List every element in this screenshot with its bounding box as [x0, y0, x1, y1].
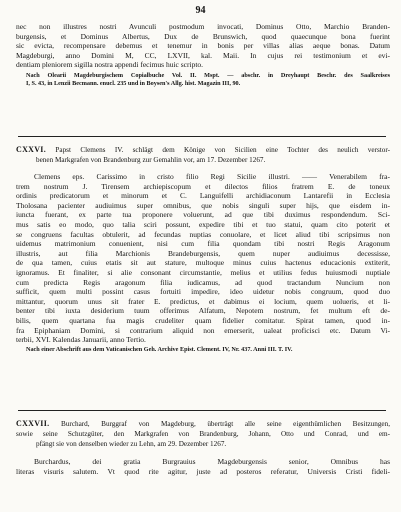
text-line: uidemus matrimonium conuenient, nisi cum filia quondam tibi nostri Regis Aragonum: [16, 239, 390, 249]
source-note-line: Nach Olearii Magdeburgischem Copialbuche Vol. II. Mspt. — abschr. in Dreyhaupt Beschr. des Saalkreises: [26, 71, 390, 79]
source-note: [16, 72, 390, 89]
text-line: ignoramus. Et finaliter, si alie consonant circumstantie, melius et utilius fedus huiusmodi nuptiale: [16, 267, 390, 277]
source-note: [16, 346, 390, 354]
text-line: mittantur, quorum unus sit frater E. predictus, et dabimus ei locium, quem uolueris, et li-: [16, 296, 390, 306]
document-number: CXXVI.: [16, 145, 47, 154]
document-body-126: [16, 172, 390, 354]
section-divider: [18, 136, 386, 137]
section-divider: [18, 410, 386, 411]
source-note-line: Nach einer Abschrift aus dem Vaticanischen Geh. Archive Epist. Clement. IV, Nr. 437. Anni III. T. IV.: [26, 345, 293, 353]
document-heading-126: [16, 145, 390, 165]
text-line: literas visuris salutem. Vt quod rite agitur, juste ad posteros referatur, Universis Cristi fideli-: [16, 466, 390, 476]
text-line: fra Epiphaniam Domini, si contrarium aliquid non emerserit, ualeat proficisci etc. Datum Vi-: [16, 325, 390, 335]
text-line: Tholosana pacienter audiuimus super omnibus, que nobis singuli super hijs, que eisdem in-: [16, 200, 390, 210]
text-line: terbii, XVI. Kalendas Januarii, anno Tertio.: [16, 335, 146, 345]
text-line: sic evicta, recompensare debemus et tenemur in bonis per villas alias aeque bonas. Datum: [16, 41, 390, 51]
text-line: bilis, quem quartana fua magis crudeliter quam fidelier comitatur. Spirat tamen, quod in-: [16, 315, 390, 325]
text-line: sufficit, quem multi possint casus fortuiti impedire, ideo uidetur nobis congruum, quod duo: [16, 287, 390, 297]
text-line: se congruens facultas obtulerit, ad fecundas nuptias conuolare, et licet aliud tibi scripsimus non: [16, 229, 390, 239]
text-line: iuncta fuerant, ex parte tua proponere voluerunt, ad que tibi duximus respondendum. Sci-: [16, 210, 390, 220]
text-line: burgensis, et Dominus Albertus, Dux de Brunswich, quod quaecunque bona fuerint: [16, 31, 390, 41]
page-number: 94: [195, 5, 206, 16]
text-line: ordinis predicatorum et minorum et C. Languifelli archidiaconum Lantarefii in Ecclesia: [16, 191, 390, 201]
source-note-line: I, S. 43, in Lenzii Becmann. enucl. 235 und in Boysen's Allg. hist. Magazin III, 90.: [26, 80, 241, 88]
document-body-127: [16, 457, 390, 476]
text-line: Clemens eps. Carissimo in cristo filio Regi Sicilie illustri. —— Venerabilem fra-: [34, 172, 390, 181]
text-line: cum predicta Regis aragonum filia iudicamus, ad quod tractandum Nuncium non: [16, 277, 390, 287]
text-line: illustris, aut filia Marchionis Brandeburgensis, quem nuper audiuimus decessisse,: [16, 248, 390, 258]
top-section: [16, 22, 390, 89]
text-line: benter tibi iuxta desiderium tuum offerimus Alfatum, Nepotem nostrum, fet multum eft de-: [16, 306, 390, 316]
text-line: de qua tamen, cuius etatis sit aut stature, multoque minus cuius hactenus educacionis extiterit,: [16, 258, 390, 268]
heading-text: Burchard, Burggraf von Magdeburg, überträgt alle seine eigenthümlichen Besitzungen,: [61, 420, 390, 428]
text-line: trem nostrum J. Tirensem archiepiscopum et dilectos filios fratrem E. de toneux: [16, 181, 390, 191]
document-number: CXXVII.: [16, 419, 50, 428]
document-heading-127: [16, 419, 390, 449]
heading-text: benen Markgrafen von Brandenburg zur Gemahlin vor, am 17. Dezember 1267.: [36, 156, 266, 164]
text-line: Burchardus, dei gratia Burgrauius Magdeburgensis senior, Omnibus has: [34, 457, 390, 466]
text-line: dentiam pleniorem sigilla nostra appendi fecimus huic scripto.: [16, 60, 204, 70]
heading-text: Papst Clemens IV. schlägt dem Könige von Sicilien eine Tochter des neulich verstor-: [55, 146, 390, 154]
text-line: Magdeburgi, anno Domini M, CC, LXVII, kal. Maii. In cujus rei testimonium et evi-: [16, 50, 390, 60]
text-line: mus satis eo modo, quo talia sciri possunt, expedire tibi et tuo statui, quam cito poterit et: [16, 219, 390, 229]
text-line: nec non illustres nostri Avunculi postmodum invocati, Dominus Otto, Marchio Branden-: [16, 22, 390, 31]
heading-text: sowie seine Schutzgüter, den Markgrafen von Brandenburg, Johann, Otto und Conrad, und em-: [16, 430, 390, 438]
heading-text: pfängt sie von denselben wieder zu Lehn, am 29. Dezember 1267.: [36, 440, 227, 448]
